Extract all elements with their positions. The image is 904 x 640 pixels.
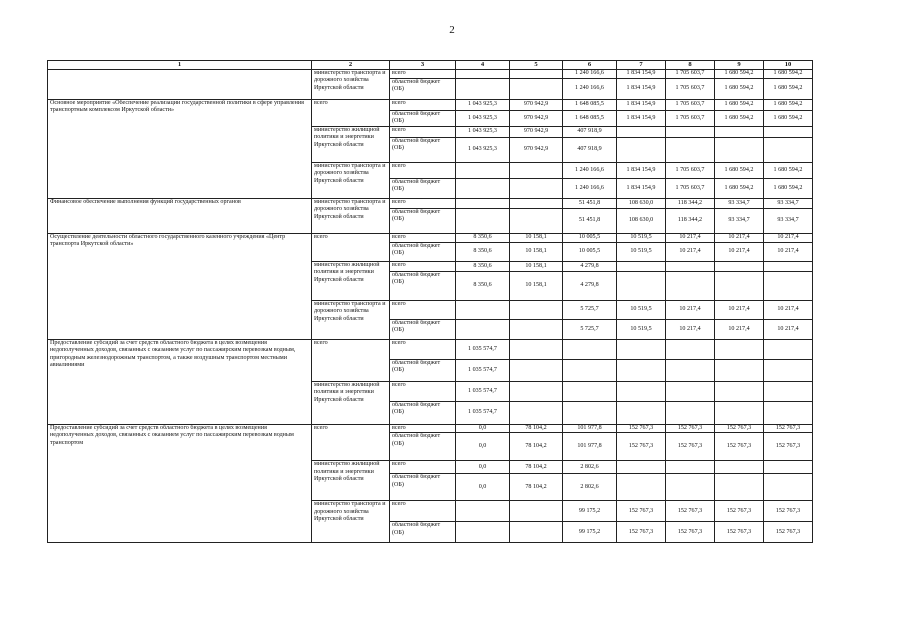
amount-cell: 8 350,6 bbox=[456, 271, 510, 300]
amount-cell bbox=[510, 359, 563, 381]
amount-cell: 10 217,4 bbox=[764, 319, 813, 339]
column-header: 9 bbox=[715, 61, 764, 70]
amount-cell: 1 240 166,6 bbox=[563, 162, 617, 178]
amount-cell: 1 680 594,2 bbox=[764, 70, 813, 79]
amount-cell bbox=[764, 401, 813, 424]
amount-cell: 1 043 925,3 bbox=[456, 111, 510, 127]
amount-cell bbox=[666, 126, 715, 137]
amount-cell: 1 705 603,7 bbox=[666, 178, 715, 198]
measure-name-cell: Основное мероприятие «Обеспечение реализации государственной политики в сфере управления транспортным комплексом Иркутской области» bbox=[48, 100, 312, 199]
amount-cell: 10 217,4 bbox=[666, 242, 715, 261]
amount-cell bbox=[764, 339, 813, 359]
column-header: 10 bbox=[764, 61, 813, 70]
amount-cell bbox=[510, 300, 563, 319]
executor-cell: министерство транспорта и дорожного хозяйства Иркутской области bbox=[312, 300, 390, 339]
amount-cell bbox=[510, 501, 563, 522]
executor-cell: министерство транспорта и дорожного хозяйства Иркутской области bbox=[312, 501, 390, 543]
funding-source-cell: всего bbox=[390, 300, 456, 319]
amount-cell: 93 334,7 bbox=[715, 208, 764, 233]
amount-cell bbox=[666, 381, 715, 401]
amount-cell: 51 451,8 bbox=[563, 198, 617, 208]
amount-cell: 10 519,5 bbox=[617, 300, 666, 319]
amount-cell: 101 977,8 bbox=[563, 424, 617, 432]
amount-cell: 10 519,5 bbox=[617, 319, 666, 339]
funding-source-cell: областной бюджет (ОБ) bbox=[390, 522, 456, 543]
funding-source-cell: всего bbox=[390, 198, 456, 208]
amount-cell: 1 043 925,3 bbox=[456, 126, 510, 137]
amount-cell bbox=[666, 359, 715, 381]
funding-source-cell: областной бюджет (ОБ) bbox=[390, 137, 456, 162]
amount-cell: 1 705 603,7 bbox=[666, 79, 715, 100]
amount-cell bbox=[764, 359, 813, 381]
amount-cell: 10 005,5 bbox=[563, 233, 617, 242]
funding-source-cell: всего bbox=[390, 501, 456, 522]
amount-cell: 152 767,3 bbox=[715, 501, 764, 522]
funding-source-cell: всего bbox=[390, 233, 456, 242]
column-header: 5 bbox=[510, 61, 563, 70]
amount-cell bbox=[617, 461, 666, 474]
amount-cell: 1 035 574,7 bbox=[456, 381, 510, 401]
amount-cell: 970 942,9 bbox=[510, 111, 563, 127]
amount-cell bbox=[715, 461, 764, 474]
amount-cell: 10 519,5 bbox=[617, 233, 666, 242]
amount-cell: 99 175,2 bbox=[563, 522, 617, 543]
column-header: 2 bbox=[312, 61, 390, 70]
amount-cell: 5 725,7 bbox=[563, 319, 617, 339]
amount-cell: 1 680 594,2 bbox=[715, 70, 764, 79]
funding-source-cell: областной бюджет (ОБ) bbox=[390, 271, 456, 300]
amount-cell bbox=[617, 381, 666, 401]
amount-cell: 101 977,8 bbox=[563, 433, 617, 461]
executor-cell: всего bbox=[312, 424, 390, 460]
amount-cell: 99 175,2 bbox=[563, 501, 617, 522]
column-header: 3 bbox=[390, 61, 456, 70]
executor-cell: министерство транспорта и дорожного хозяйства Иркутской области bbox=[312, 198, 390, 233]
executor-cell: министерство жилищной политики и энергетики Иркутской области bbox=[312, 261, 390, 300]
amount-cell: 152 767,3 bbox=[764, 501, 813, 522]
amount-cell: 10 158,1 bbox=[510, 271, 563, 300]
amount-cell: 1 834 154,9 bbox=[617, 111, 666, 127]
amount-cell bbox=[764, 381, 813, 401]
amount-cell: 152 767,3 bbox=[715, 424, 764, 432]
amount-cell bbox=[666, 137, 715, 162]
amount-cell: 1 680 594,2 bbox=[715, 100, 764, 111]
amount-cell: 152 767,3 bbox=[715, 522, 764, 543]
amount-cell bbox=[510, 162, 563, 178]
amount-cell: 10 217,4 bbox=[764, 300, 813, 319]
funding-source-cell: областной бюджет (ОБ) bbox=[390, 433, 456, 461]
amount-cell: 1 240 166,6 bbox=[563, 178, 617, 198]
amount-cell bbox=[715, 261, 764, 271]
amount-cell: 152 767,3 bbox=[764, 522, 813, 543]
amount-cell: 93 334,7 bbox=[715, 198, 764, 208]
amount-cell: 1 834 154,9 bbox=[617, 178, 666, 198]
amount-cell bbox=[764, 461, 813, 474]
amount-cell: 1 035 574,7 bbox=[456, 359, 510, 381]
column-header: 1 bbox=[48, 61, 312, 70]
amount-cell bbox=[715, 339, 764, 359]
funding-source-cell: областной бюджет (ОБ) bbox=[390, 111, 456, 127]
funding-source-cell: областной бюджет (ОБ) bbox=[390, 319, 456, 339]
funding-source-cell: всего bbox=[390, 162, 456, 178]
funding-source-cell: всего bbox=[390, 100, 456, 111]
amount-cell bbox=[764, 474, 813, 501]
amount-cell bbox=[456, 79, 510, 100]
table-row bbox=[48, 424, 813, 432]
amount-cell: 152 767,3 bbox=[666, 433, 715, 461]
amount-cell bbox=[456, 70, 510, 79]
funding-source-cell: всего bbox=[390, 424, 456, 432]
amount-cell: 10 217,4 bbox=[715, 233, 764, 242]
amount-cell: 1 035 574,7 bbox=[456, 401, 510, 424]
amount-cell: 2 802,6 bbox=[563, 474, 617, 501]
column-header: 6 bbox=[563, 61, 617, 70]
amount-cell bbox=[510, 70, 563, 79]
amount-cell bbox=[666, 474, 715, 501]
executor-cell: министерство транспорта и дорожного хозяйства Иркутской области bbox=[312, 162, 390, 198]
amount-cell bbox=[617, 339, 666, 359]
budget-table bbox=[47, 60, 813, 543]
amount-cell: 10 158,1 bbox=[510, 261, 563, 271]
amount-cell bbox=[764, 271, 813, 300]
amount-cell bbox=[617, 359, 666, 381]
amount-cell bbox=[510, 522, 563, 543]
funding-source-cell: всего bbox=[390, 339, 456, 359]
table-header bbox=[48, 61, 813, 70]
amount-cell bbox=[715, 271, 764, 300]
amount-cell: 8 350,6 bbox=[456, 242, 510, 261]
funding-source-cell: всего bbox=[390, 461, 456, 474]
amount-cell: 4 279,8 bbox=[563, 261, 617, 271]
amount-cell: 118 344,2 bbox=[666, 208, 715, 233]
amount-cell: 78 104,2 bbox=[510, 433, 563, 461]
amount-cell: 1 240 166,6 bbox=[563, 79, 617, 100]
amount-cell: 10 158,1 bbox=[510, 233, 563, 242]
amount-cell: 407 918,9 bbox=[563, 137, 617, 162]
amount-cell: 4 279,8 bbox=[563, 271, 617, 300]
amount-cell: 10 217,4 bbox=[764, 242, 813, 261]
table-body bbox=[48, 70, 813, 543]
amount-cell: 1 680 594,2 bbox=[715, 111, 764, 127]
measure-name-cell: Предоставление субсидий за счет средств областного бюджета в целях возмещения недополученных доходов, связанных с оказанием услуг по пассажирским перевозкам водным, пригородным железнодорожным транспортом, а также воздушным транспортом местными авиалиниями bbox=[48, 339, 312, 424]
amount-cell: 1 834 154,9 bbox=[617, 70, 666, 79]
amount-cell: 8 350,6 bbox=[456, 233, 510, 242]
amount-cell bbox=[617, 126, 666, 137]
amount-cell: 118 344,2 bbox=[666, 198, 715, 208]
funding-source-cell: областной бюджет (ОБ) bbox=[390, 208, 456, 233]
measure-name-cell bbox=[48, 70, 312, 100]
amount-cell: 152 767,3 bbox=[666, 501, 715, 522]
amount-cell bbox=[510, 198, 563, 208]
amount-cell bbox=[764, 126, 813, 137]
amount-cell bbox=[666, 271, 715, 300]
amount-cell: 152 767,3 bbox=[715, 433, 764, 461]
amount-cell bbox=[715, 474, 764, 501]
funding-source-cell: всего bbox=[390, 381, 456, 401]
amount-cell bbox=[563, 381, 617, 401]
executor-cell: всего bbox=[312, 233, 390, 261]
amount-cell bbox=[510, 178, 563, 198]
amount-cell bbox=[563, 401, 617, 424]
executor-cell: всего bbox=[312, 339, 390, 381]
funding-source-cell: всего bbox=[390, 126, 456, 137]
amount-cell: 10 217,4 bbox=[666, 319, 715, 339]
amount-cell: 970 942,9 bbox=[510, 126, 563, 137]
amount-cell bbox=[563, 339, 617, 359]
amount-cell: 0,0 bbox=[456, 474, 510, 501]
funding-source-cell: областной бюджет (ОБ) bbox=[390, 79, 456, 100]
executor-cell: всего bbox=[312, 100, 390, 127]
funding-source-cell: областной бюджет (ОБ) bbox=[390, 401, 456, 424]
amount-cell bbox=[617, 271, 666, 300]
amount-cell: 10 005,5 bbox=[563, 242, 617, 261]
amount-cell: 5 725,7 bbox=[563, 300, 617, 319]
amount-cell: 1 834 154,9 bbox=[617, 100, 666, 111]
amount-cell: 93 334,7 bbox=[764, 198, 813, 208]
funding-source-cell: областной бюджет (ОБ) bbox=[390, 178, 456, 198]
amount-cell: 10 217,4 bbox=[715, 242, 764, 261]
amount-cell bbox=[666, 339, 715, 359]
column-header: 4 bbox=[456, 61, 510, 70]
amount-cell: 108 630,0 bbox=[617, 208, 666, 233]
amount-cell bbox=[456, 198, 510, 208]
amount-cell: 10 217,4 bbox=[666, 300, 715, 319]
table-row bbox=[48, 233, 813, 242]
amount-cell: 1 035 574,7 bbox=[456, 339, 510, 359]
amount-cell: 10 217,4 bbox=[666, 233, 715, 242]
funding-source-cell: всего bbox=[390, 70, 456, 79]
amount-cell: 51 451,8 bbox=[563, 208, 617, 233]
amount-cell: 1 680 594,2 bbox=[715, 79, 764, 100]
amount-cell bbox=[715, 359, 764, 381]
amount-cell: 1 680 594,2 bbox=[764, 162, 813, 178]
amount-cell: 1 043 925,3 bbox=[456, 137, 510, 162]
amount-cell: 1 705 603,7 bbox=[666, 162, 715, 178]
amount-cell: 152 767,3 bbox=[764, 433, 813, 461]
amount-cell bbox=[617, 474, 666, 501]
amount-cell: 0,0 bbox=[456, 461, 510, 474]
amount-cell: 1 834 154,9 bbox=[617, 79, 666, 100]
amount-cell: 1 680 594,2 bbox=[764, 100, 813, 111]
table-row bbox=[48, 339, 813, 359]
amount-cell: 1 648 085,5 bbox=[563, 100, 617, 111]
amount-cell: 152 767,3 bbox=[764, 424, 813, 432]
amount-cell bbox=[563, 359, 617, 381]
executor-cell: министерство жилищной политики и энергетики Иркутской области bbox=[312, 461, 390, 501]
amount-cell bbox=[456, 162, 510, 178]
amount-cell bbox=[617, 261, 666, 271]
amount-cell: 10 158,1 bbox=[510, 242, 563, 261]
amount-cell: 108 630,0 bbox=[617, 198, 666, 208]
amount-cell: 78 104,2 bbox=[510, 424, 563, 432]
column-header: 7 bbox=[617, 61, 666, 70]
amount-cell: 1 705 603,7 bbox=[666, 100, 715, 111]
amount-cell: 1 240 166,6 bbox=[563, 70, 617, 79]
funding-source-cell: областной бюджет (ОБ) bbox=[390, 242, 456, 261]
amount-cell bbox=[510, 381, 563, 401]
amount-cell: 1 680 594,2 bbox=[764, 79, 813, 100]
amount-cell bbox=[510, 208, 563, 233]
amount-cell bbox=[456, 501, 510, 522]
amount-cell: 10 519,5 bbox=[617, 242, 666, 261]
funding-source-cell: областной бюджет (ОБ) bbox=[390, 474, 456, 501]
funding-source-cell: всего bbox=[390, 261, 456, 271]
amount-cell: 93 334,7 bbox=[764, 208, 813, 233]
amount-cell: 1 680 594,2 bbox=[764, 178, 813, 198]
amount-cell: 152 767,3 bbox=[617, 424, 666, 432]
amount-cell bbox=[666, 261, 715, 271]
amount-cell: 8 350,6 bbox=[456, 261, 510, 271]
amount-cell: 970 942,9 bbox=[510, 100, 563, 111]
amount-cell bbox=[617, 137, 666, 162]
amount-cell bbox=[510, 79, 563, 100]
amount-cell bbox=[456, 522, 510, 543]
table-row bbox=[48, 100, 813, 111]
amount-cell bbox=[715, 381, 764, 401]
executor-cell: министерство жилищной политики и энергетики Иркутской области bbox=[312, 381, 390, 424]
measure-name-cell: Осуществление деятельности областного государственного казенного учреждения «Центр транспорта Иркутской области» bbox=[48, 233, 312, 339]
amount-cell: 78 104,2 bbox=[510, 474, 563, 501]
table-row bbox=[48, 198, 813, 208]
amount-cell: 10 217,4 bbox=[715, 300, 764, 319]
amount-cell bbox=[715, 126, 764, 137]
amount-cell bbox=[715, 137, 764, 162]
amount-cell: 1 680 594,2 bbox=[764, 111, 813, 127]
amount-cell: 152 767,3 bbox=[617, 501, 666, 522]
amount-cell: 1 680 594,2 bbox=[715, 162, 764, 178]
amount-cell: 970 942,9 bbox=[510, 137, 563, 162]
amount-cell: 152 767,3 bbox=[666, 522, 715, 543]
amount-cell: 0,0 bbox=[456, 433, 510, 461]
amount-cell: 1 705 603,7 bbox=[666, 111, 715, 127]
amount-cell: 152 767,3 bbox=[666, 424, 715, 432]
amount-cell bbox=[715, 401, 764, 424]
amount-cell bbox=[510, 319, 563, 339]
amount-cell bbox=[764, 137, 813, 162]
amount-cell bbox=[617, 401, 666, 424]
amount-cell: 1 043 925,3 bbox=[456, 100, 510, 111]
amount-cell: 0,0 bbox=[456, 424, 510, 432]
funding-source-cell: областной бюджет (ОБ) bbox=[390, 359, 456, 381]
amount-cell bbox=[764, 261, 813, 271]
amount-cell bbox=[666, 461, 715, 474]
amount-cell bbox=[456, 178, 510, 198]
amount-cell: 1 680 594,2 bbox=[715, 178, 764, 198]
measure-name-cell: Предоставление субсидий за счет средств областного бюджета в целях возмещения недополученных доходов, связанных с оказанием услуг по пассажирским перевозкам водным транспортом bbox=[48, 424, 312, 542]
amount-cell: 152 767,3 bbox=[617, 433, 666, 461]
amount-cell: 2 802,6 bbox=[563, 461, 617, 474]
amount-cell bbox=[456, 319, 510, 339]
amount-cell bbox=[456, 208, 510, 233]
header-row bbox=[48, 61, 813, 70]
amount-cell bbox=[510, 401, 563, 424]
measure-name-cell: Финансовое обеспечение выполнения функций государственных органов bbox=[48, 198, 312, 233]
table-row bbox=[48, 70, 813, 79]
amount-cell: 1 648 085,5 bbox=[563, 111, 617, 127]
executor-cell: министерство транспорта и дорожного хозяйства Иркутской области bbox=[312, 70, 390, 100]
amount-cell: 407 918,9 bbox=[563, 126, 617, 137]
amount-cell bbox=[510, 339, 563, 359]
amount-cell: 10 217,4 bbox=[764, 233, 813, 242]
amount-cell bbox=[666, 401, 715, 424]
amount-cell: 1 705 603,7 bbox=[666, 70, 715, 79]
amount-cell bbox=[456, 300, 510, 319]
executor-cell: министерство жилищной политики и энергетики Иркутской области bbox=[312, 126, 390, 162]
page-number: 2 bbox=[449, 24, 455, 36]
amount-cell: 1 834 154,9 bbox=[617, 162, 666, 178]
column-header: 8 bbox=[666, 61, 715, 70]
amount-cell: 78 104,2 bbox=[510, 461, 563, 474]
amount-cell: 10 217,4 bbox=[715, 319, 764, 339]
amount-cell: 152 767,3 bbox=[617, 522, 666, 543]
